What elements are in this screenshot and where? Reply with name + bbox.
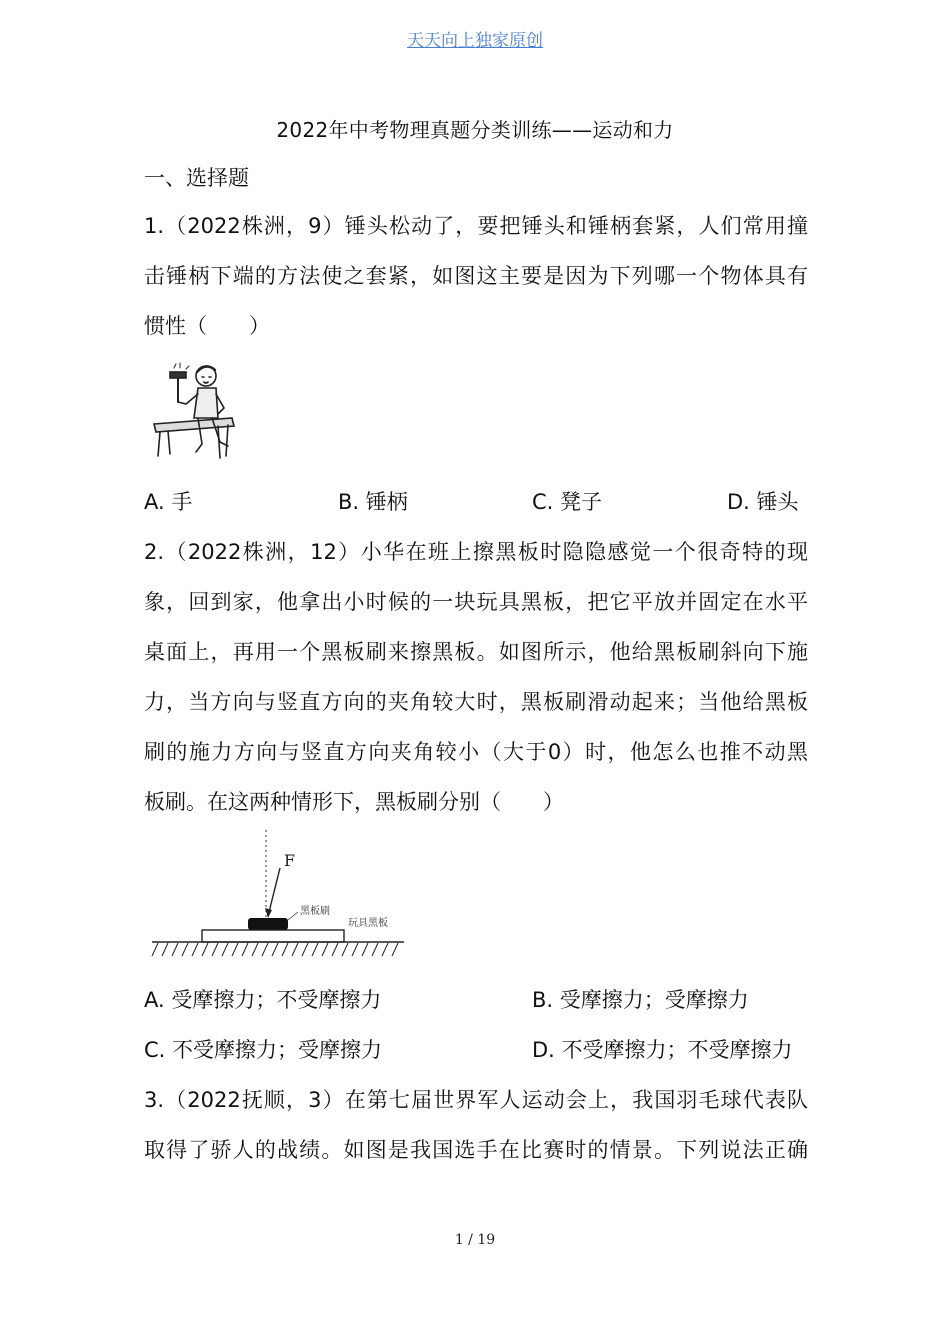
document-title: 2022年中考物理真题分类训练——运动和力 [276, 118, 674, 142]
force-arrow [268, 868, 280, 916]
q3-line-1: 3.（2022抚顺，3）在第七届世界军人运动会上，我国羽毛球代表队 [144, 1088, 808, 1112]
q2-line-6: 板刷。在这两种情形下，黑板刷分别（ ） [144, 790, 564, 814]
q1-option-d: D. 锤头 [727, 490, 799, 514]
board-label: 玩具黑板 [348, 918, 388, 929]
q2-option-c: C. 不受摩擦力；受摩擦力 [144, 1038, 383, 1062]
force-label: F [284, 851, 296, 870]
brush-label: 黑板刷 [300, 906, 330, 917]
q3-line-2: 取得了骄人的战绩。如图是我国选手在比赛时的情景。下列说法正确 [144, 1138, 808, 1162]
section-heading: 一、选择题 [144, 166, 249, 190]
q1-line-2: 击锤柄下端的方法使之套紧，如图这主要是因为下列哪一个物体具有 [144, 264, 808, 288]
q1-line-3: 惯性（ ） [144, 314, 270, 338]
q1-option-b: B. 锤柄 [338, 490, 408, 514]
q2-option-a: A. 受摩擦力；不受摩擦力 [144, 988, 382, 1012]
toy-blackboard [202, 930, 344, 942]
q2-line-3: 桌面上，再用一个黑板刷来擦黑板。如图所示，他给黑板刷斜向下施 [144, 640, 808, 664]
q2-line-5: 刷的施力方向与竖直方向夹角较小（大于0）时，他怎么也推不动黑 [144, 740, 808, 764]
q2-line-2: 象，回到家，他拿出小时候的一块玩具黑板，把它平放并固定在水平 [144, 590, 808, 614]
blackboard-brush-diagram [148, 826, 410, 962]
page-number: 1 / 19 [454, 1232, 496, 1248]
q2-option-d: D. 不受摩擦力；不受摩擦力 [532, 1038, 793, 1062]
q1-option-a: A. 手 [144, 490, 193, 514]
q2-line-4: 力，当方向与竖直方向的夹角较大时，黑板刷滑动起来；当他给黑板 [144, 690, 808, 714]
q1-option-c: C. 凳子 [532, 490, 603, 514]
q2-option-b: B. 受摩擦力；受摩擦力 [532, 988, 749, 1012]
boy-hammer-illustration [148, 360, 240, 464]
q1-line-1: 1.（2022株洲，9）锤头松动了，要把锤头和锤柄套紧，人们常用撞 [144, 214, 808, 238]
blackboard-brush [248, 918, 288, 930]
q2-line-1: 2.（2022株洲，12）小华在班上擦黑板时隐隐感觉一个很奇特的现 [144, 540, 808, 564]
header-link[interactable]: 天天向上独家原创 [407, 31, 543, 51]
